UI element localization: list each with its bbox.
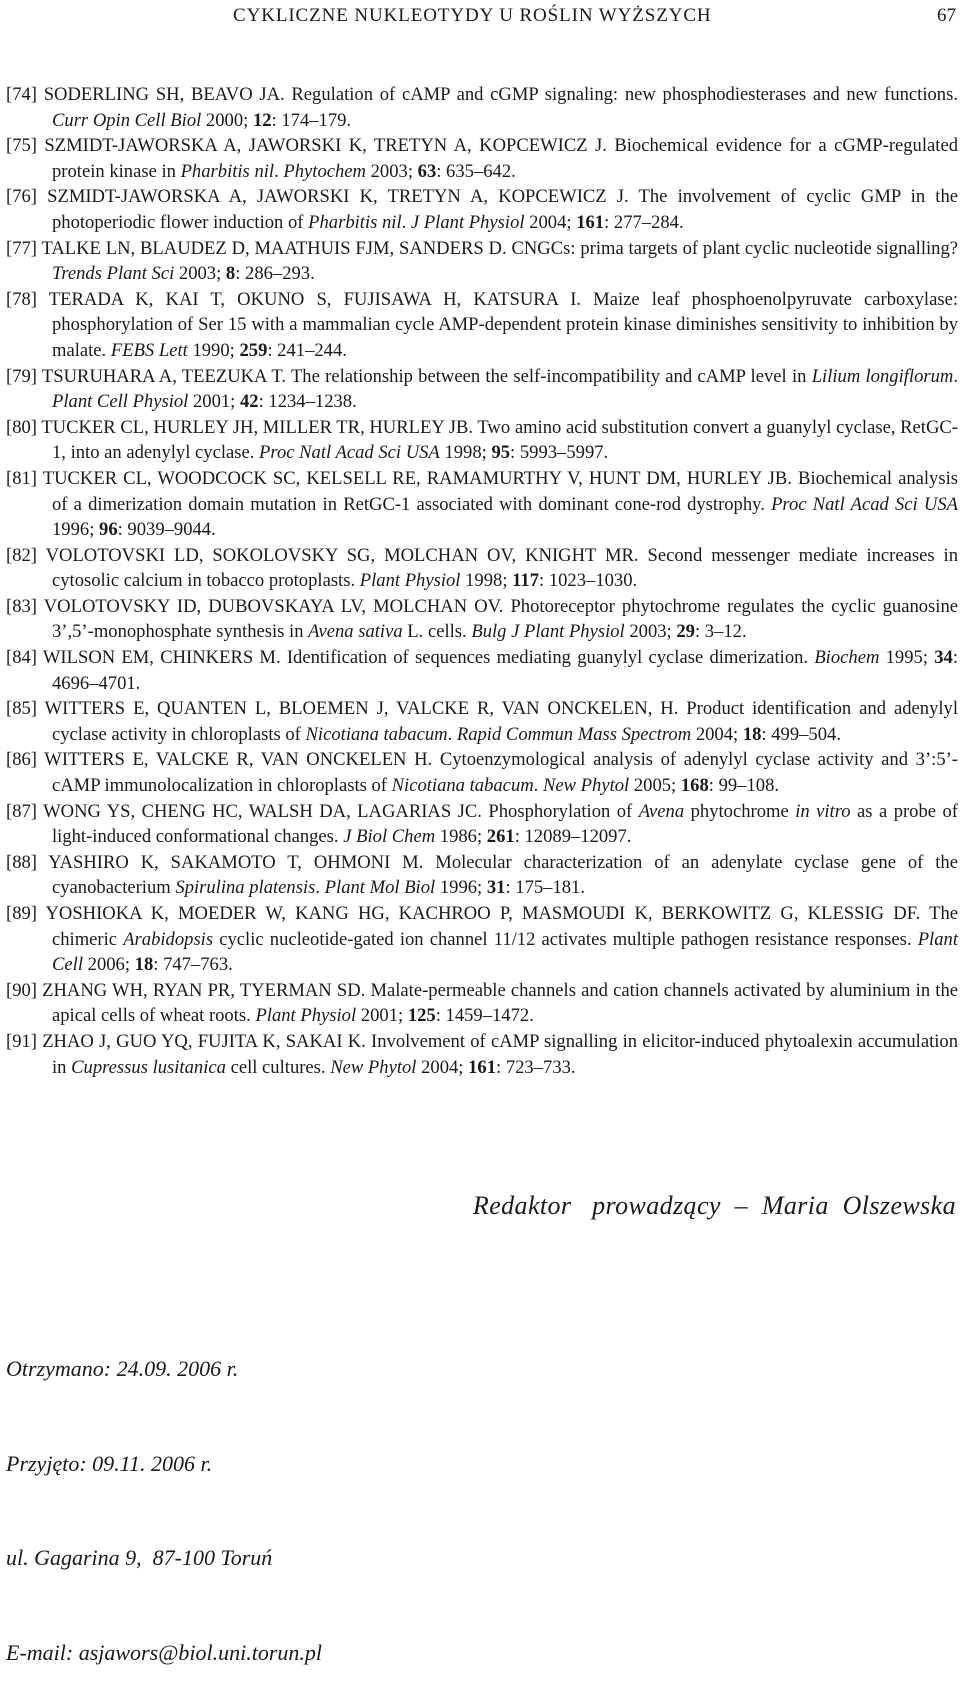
reference-item: [80] TUCKER CL, HURLEY JH, MILLER TR, HURLEY JB. Two amino acid substitution convert a guanylyl cyclase, RetGC-1, into an adenylyl cyclase. Proc Natl Acad Sci USA 1998; 95: 5993–5997.	[6, 416, 958, 464]
reference-item: [84] WILSON EM, CHINKERS M. Identification of sequences mediating guanylyl cyclase dimerization. Biochem 1995; 34: 4696–4701.	[6, 647, 958, 694]
accepted-date: Przyjęto: 09.11. 2006 r.	[6, 1450, 213, 1476]
reference-item: [79] TSURUHARA A, TEEZUKA T. The relationship between the self-incompatibility and cAMP level in Lilium longiflorum. Plant Cell Physiol 2001; 42: 1234–1238.	[6, 365, 958, 413]
reference-item: [88] YASHIRO K, SAKAMOTO T, OHMONI M. Molecular characterization of an adenylate cyclase gene of the cyanobacterium Spirulina platensis. Plant Mol Biol 1996; 31: 175–181.	[6, 851, 958, 899]
reference-item: [87] WONG YS, CHENG HC, WALSH DA, LAGARIAS JC. Phosphorylation of Avena phytochrome in vitro as a probe of light-induced conformational changes. J Biol Chem 1986; 261: 12089–12097.	[6, 800, 958, 848]
reference-item: [76] SZMIDT-JAWORSKA A, JAWORSKI K, TRETYN A, KOPCEWICZ J. The involvement of cyclic GMP in the photoperiodic flower induction of Pharbitis nil. J Plant Physiol 2004; 161: 277–284.	[6, 186, 958, 233]
author-email: E-mail: asjawors@biol.uni.torun.pl	[6, 1639, 323, 1665]
author-address: ul. Gagarina 9, 87-100 Toruń	[6, 1545, 273, 1570]
reference-item: [75] SZMIDT-JAWORSKA A, JAWORSKI K, TRETYN A, KOPCEWICZ J. Biochemical evidence for a cGMP-regulated protein kinase in Pharbitis nil. Phytochem 2003; 63: 635–642.	[6, 135, 958, 182]
reference-item: [74] SODERLING SH, BEAVO JA. Regulation of cAMP and cGMP signaling: new phosphodiesterases and new functions. Curr Opin Cell Biol 2000; 12: 174–179.	[6, 84, 958, 131]
editor-credit: Redaktor prowadzący – Maria Olszewska	[472, 1191, 956, 1220]
reference-list	[6, 82, 958, 1080]
reference-item: [83] VOLOTOVSKY ID, DUBOVSKAYA LV, MOLCHAN OV. Photoreceptor phytochrome regulates the cyclic guanosine 3’,5’-monophosphate synthesis in Avena sativa L. cells. Bulg J Plant Physiol 2003; 29: 3–12.	[6, 595, 958, 643]
reference-item: [85] WITTERS E, QUANTEN L, BLOEMEN J, VALCKE R, VAN ONCKELEN, H. Product identification and adenylyl cyclase activity in chloroplasts of Nicotiana tabacum. Rapid Commun Mass Spectrom 2004; 18: 499–504.	[6, 698, 958, 745]
reference-item: [91] ZHAO J, GUO YQ, FUJITA K, SAKAI K. Involvement of cAMP signalling in elicitor-induced phytoalexin accumulation in Cupressus lusitanica cell cultures. New Phytol 2004; 161: 723–733.	[6, 1030, 958, 1078]
running-title: CYKLICZNE NUKLEOTYDY U ROŚLIN WYŻSZYCH	[233, 5, 712, 26]
reference-item: [90] ZHANG WH, RYAN PR, TYERMAN SD. Malate-permeable channels and cation channels activated by aluminium in the apical cells of wheat roots. Plant Physiol 2001; 125: 1459–1472.	[6, 979, 958, 1027]
reference-item: [77] TALKE LN, BLAUDEZ D, MAATHUIS FJM, SANDERS D. CNGCs: prima targets of plant cyclic nucleotide signalling? Trends Plant Sci 2003; 8: 286–293.	[6, 237, 958, 285]
reference-item: [86] WITTERS E, VALCKE R, VAN ONCKELEN H. Cytoenzymological analysis of adenylyl cyclase activity and 3’:5’-cAMP immunolocalization in chloroplasts of Nicotiana tabacum. New Phytol 2005; 168: 99–108.	[6, 749, 958, 797]
reference-item: [82] VOLOTOVSKI LD, SOKOLOVSKY SG, MOLCHAN OV, KNIGHT MR. Second messenger mediate increases in cytosolic calcium in tobacco protoplasts. Plant Physiol 1998; 117: 1023–1030.	[6, 544, 958, 592]
received-date: Otrzymano: 24.09. 2006 r.	[6, 1356, 239, 1381]
footer-info	[6, 1290, 322, 1700]
page-number: 67	[937, 5, 956, 26]
reference-item: [89] YOSHIOKA K, MOEDER W, KANG HG, KACHROO P, MASMOUDI K, BERKOWITZ G, KLESSIG DF. The chimeric Arabidopsis cyclic nucleotide-gated ion channel 11/12 activates multiple pathogen resistance responses. Plant Cell 2006; 18: 747–763.	[6, 903, 958, 976]
reference-item: [81] TUCKER CL, WOODCOCK SC, KELSELL RE, RAMAMURTHY V, HUNT DM, HURLEY JB. Biochemical analysis of a dimerization domain mutation in RetGC-1 associated with dominant cone-rod dystrophy. Proc Natl Acad Sci USA 1996; 96: 9039–9044.	[6, 467, 958, 541]
running-header	[0, 2, 960, 30]
reference-item: [78] TERADA K, KAI T, OKUNO S, FUJISAWA H, KATSURA I. Maize leaf phosphoenolpyruvate carboxylase: phosphorylation of Ser 15 with a mammalian cycle AMP-dependent protein kinase diminishes sensitivity to inhibition by malate. FEBS Lett 1990; 259: 241–244.	[6, 288, 958, 361]
